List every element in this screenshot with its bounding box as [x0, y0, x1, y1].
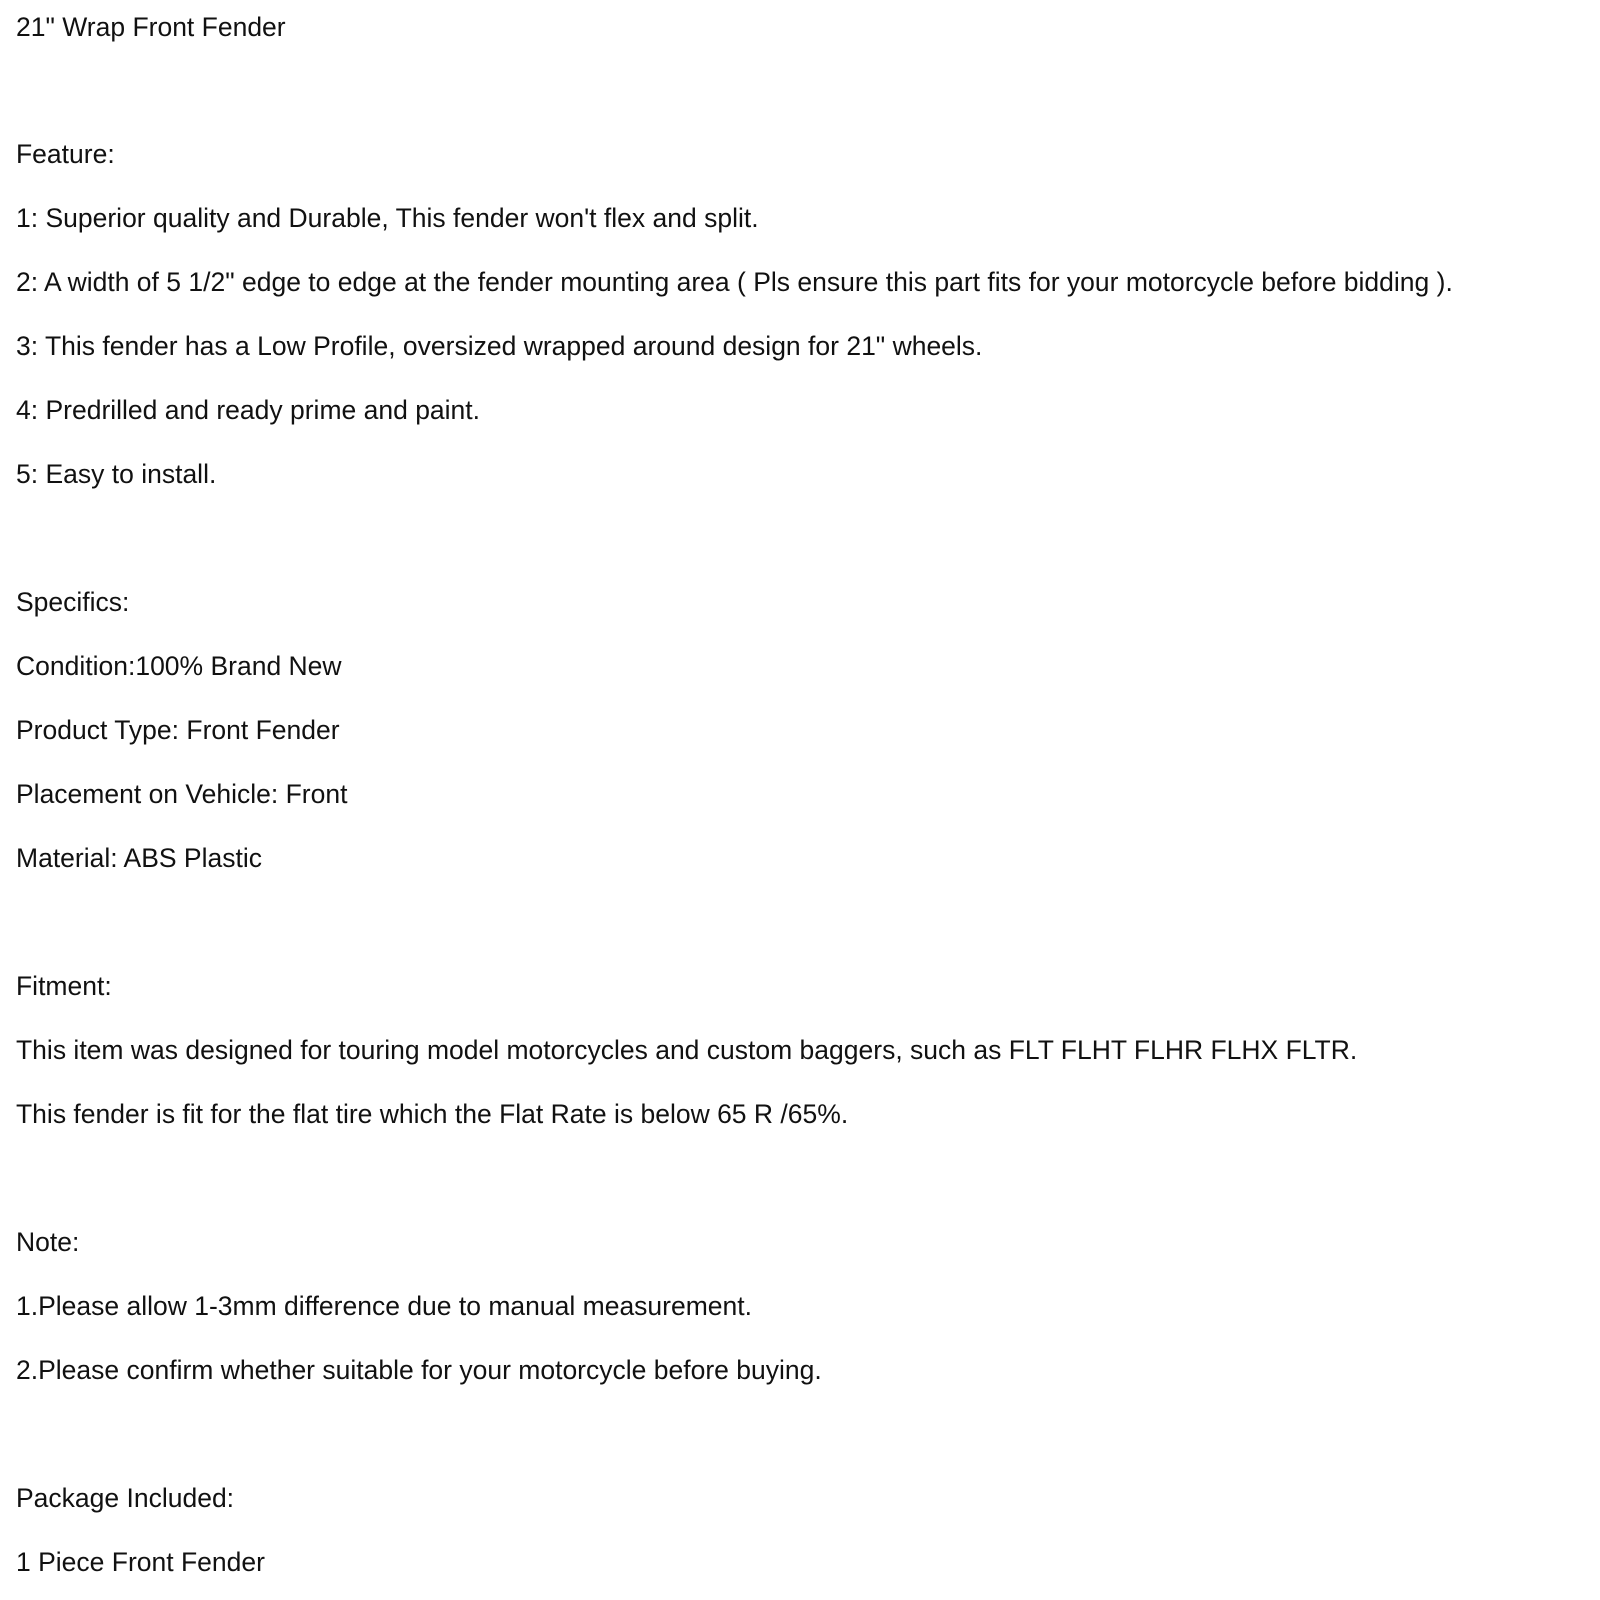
fitment-item: This fender is fit for the flat tire which the Flat Rate is below 65 R /65%.: [16, 1099, 849, 1129]
feature-item: 5: Easy to install.: [16, 459, 217, 489]
package-item: 1 Piece Front Fender: [16, 1547, 265, 1577]
package-heading: Package Included:: [16, 1483, 235, 1513]
specifics-heading: Specifics:: [16, 587, 130, 617]
specifics-item: Material: ABS Plastic: [16, 843, 262, 873]
fitment-item: This item was designed for touring model motorcycles and custom baggers, such as FLT FLHT FLHR FLHX FLTR.: [16, 1035, 1358, 1065]
feature-item: 3: This fender has a Low Profile, oversized wrapped around design for 21" wheels.: [16, 331, 983, 361]
feature-item: 2: A width of 5 1/2" edge to edge at the fender mounting area ( Pls ensure this part fits for your motorcycle before bidding ).: [16, 267, 1453, 297]
note-item: 2.Please confirm whether suitable for your motorcycle before buying.: [16, 1355, 822, 1385]
specifics-item: Placement on Vehicle: Front: [16, 779, 348, 809]
feature-item: 1: Superior quality and Durable, This fender won't flex and split.: [16, 203, 759, 233]
feature-heading: Feature:: [16, 139, 115, 169]
specifics-item: Product Type: Front Fender: [16, 715, 340, 745]
specifics-item: Condition:100% Brand New: [16, 651, 342, 681]
page-title: 21" Wrap Front Fender: [16, 12, 286, 42]
note-heading: Note:: [16, 1227, 80, 1257]
fitment-heading: Fitment:: [16, 971, 112, 1001]
feature-item: 4: Predrilled and ready prime and paint.: [16, 395, 481, 425]
note-item: 1.Please allow 1-3mm difference due to manual measurement.: [16, 1291, 753, 1321]
